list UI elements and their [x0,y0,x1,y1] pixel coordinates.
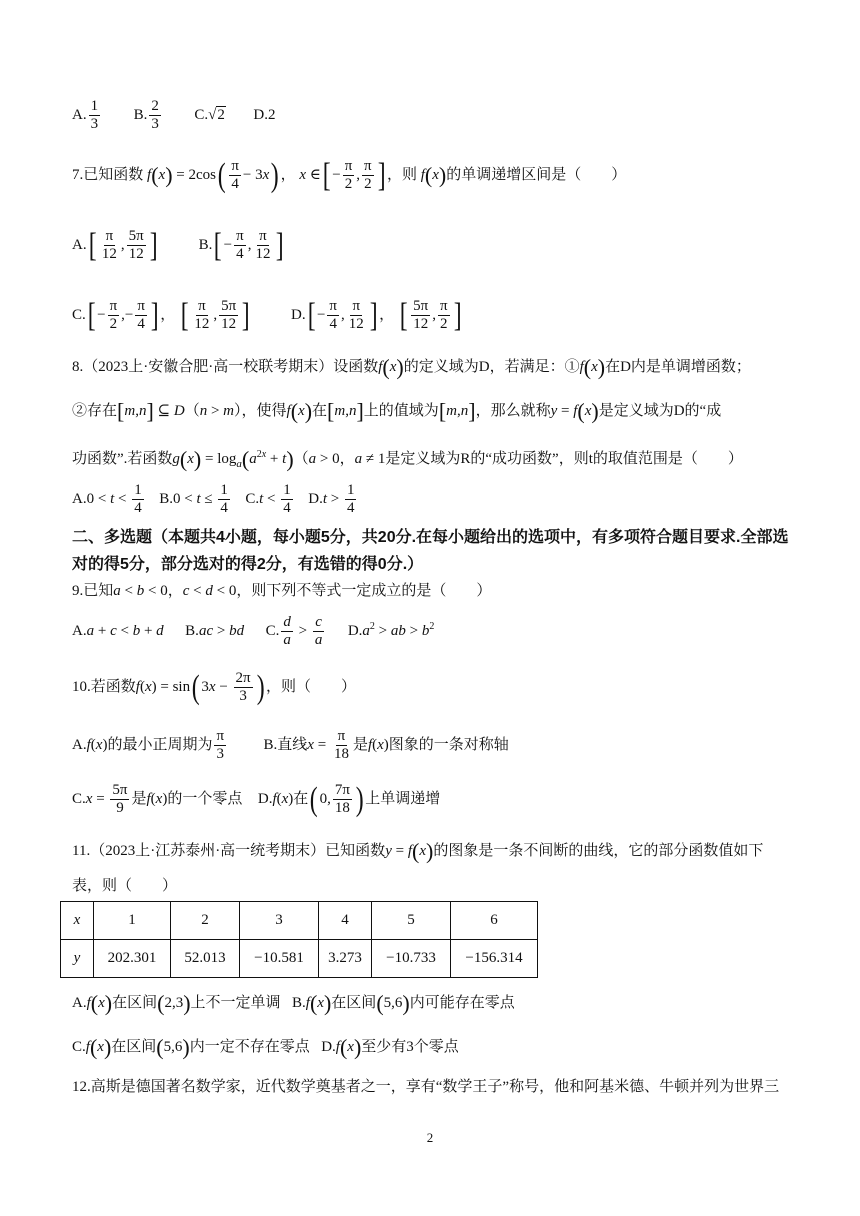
q7-mid: ， [280,166,296,183]
q8-line-2: ②存在[m,n] ⊆ D（n > m），使得f(x)在[m,n]上的值域为[m,n]，那么就称y = f(x)是定义域为D的“成 [72,398,722,424]
q8-text-1c: 在D内是单调增函数； [605,359,751,375]
q7-option-c-label: C. [72,306,86,323]
page-number: 2 [426,1130,434,1145]
q11-c-text: 在区间 [111,1039,157,1055]
table-row-y [61,940,538,978]
q8-text-3d: 是定义域为R的“成功函数”，则t的取值范围是（ ） [385,451,743,467]
table-header-y: y [61,940,94,978]
table-cell: 5 [372,902,451,940]
q10-option-c-label: C. [72,790,86,807]
q8-options: A.0 < t < $\frac{1}{4}$ B.0 < t ≤ $\frac{1}{4}$ C.t < $\frac{1}{4}$ D.t > $\frac{1}{4}$ [72,482,355,516]
q7-option-b-label: B. [198,236,213,253]
q8-text-2c: ），使得 [234,403,287,419]
q9-option-c-label: C. [265,622,280,639]
q11-line-2 [72,875,177,897]
q11-a-tail: 上不一定单调 [190,995,281,1011]
q10-a-text: 的最小正周期为 [107,736,213,753]
q9-option-d-label: D. [347,622,363,639]
table-cell: 1 [94,902,171,940]
q11-option-d-label: D. [321,1039,336,1055]
q10-options-cd: C.x = $\frac{5\pi}{9}$ 是f(x)的一个零点 D.f(x)在( 0, $\frac{7\pi}{18}$ ) 上单调递增 [72,780,441,818]
table-cell: 2 [171,902,240,940]
q7-stem: 7.已知函数 f(x) = 2cos( $\frac{\pi}{4}$ − 3x) ， x ∈[ − $\frac{\pi}{2}$ , $\frac{\pi}{2}$ ] ，则 f(x)的单调递增区间是（ ） [72,156,627,194]
q8-text-2f: ，那么就称 [475,403,551,419]
table-cell: 4 [319,902,372,940]
q9-suffix: ，则下列不等式一定成立的是（ ） [236,583,492,599]
q11-text-2: 表，则（ ） [72,878,178,894]
q8-text-2d: 在 [312,403,328,419]
q10-options-ab: A.f(x)的最小正周期为 $\frac{\pi}{3}$ B.直线x = $\frac{\pi}{18}$ 是f(x)图象的一条对称轴 [72,728,509,762]
q6-options [72,98,275,133]
q11-a-text: 在区间 [112,995,158,1011]
q9-stem: 9.已知a < b < 0，c < d < 0，则下列不等式一定成立的是（ ） [72,583,492,599]
q6-b-den: 3 [151,116,159,132]
q6-a-den: 3 [90,116,99,132]
q9-mid: ， [167,583,183,599]
q9-option-a-label: A. [72,622,87,639]
section-2-heading: 二、多选题（本题共4小题，每小题5分，共20分.在每小题给出的选项中，有多项符合题目要求.全部选对的得5分，部分选对的得2分，有选错的得0分.） [72,529,789,573]
q10-d-text: 在 [293,790,309,807]
q6-option-a-label: A. [72,106,87,123]
q7-sep: ， [160,306,176,323]
q6-option-b-label: B. [133,106,148,123]
q10-prefix: 10.若函数 [72,678,136,695]
q6-option-c-label: C. [194,106,209,123]
table-cell: −156.314 [451,940,538,978]
table-cell: −10.733 [372,940,451,978]
q8-text-2g: 是定义域为D的“成 [598,403,722,419]
q8-text-3c: ， [339,451,355,467]
table-row-x [61,902,538,940]
q11-options-ab: A.f(x)在区间(2,3)上不一定单调 B.f(x)在区间(5,6)内可能存在零点 [72,990,515,1016]
table-cell: 6 [451,902,538,940]
q8-text-3a: 功函数”.若函数 [72,451,173,467]
q6-option-d: D.2 [253,106,276,123]
q10-suffix: ，则（ ） [265,678,356,695]
q6-option-b-fraction [149,98,161,133]
table-cell: 52.013 [171,940,240,978]
q10-b-text: 是 [352,736,368,753]
table-cell: −10.581 [240,940,319,978]
q8-text-1b: 的定义域为D，若满足：① [403,359,580,375]
q8-line-1: 8.（2023上·安徽合肥·高一校联考期末）设函数f(x)的定义域为D，若满足：①f(x)在D内是单调增函数； [72,354,751,380]
q11-text-1b: 的图象是一条不间断的曲线，它的部分函数值如下 [433,843,764,859]
q7-option-d-label: D. [291,306,306,323]
q8-line-3: 功函数”.若函数$g(x) = \log_a(a^{2x} + t)(a > 0$，a ≠ 1是定义域为R的“成功函数”，则t的取值范围是（ ） [72,446,743,472]
q8-option-d-label: D. [308,490,323,507]
q8-text-2a: ②存在 [72,403,118,419]
q7-prefix: 7.已知函数 [72,166,144,183]
q12-stem: 12.高斯是德国著名数学家，近代数学奠基者之一，享有“数学王子”称号，他和阿基米德、牛顿并列为世界三 [72,1079,780,1095]
q6-b-num: 2 [151,98,159,114]
q8-text-3b: （ [293,451,309,467]
q10-c-text: 是 [131,790,147,807]
table-cell: 3.273 [319,940,372,978]
q11-options-cd: C.f(x)在区间(5,6)内一定不存在零点 D.f(x)至少有3个零点 [72,1034,459,1060]
q11-text-1a: 11.（2023上·江苏泰州·高一统考期末）已知函数 [72,843,386,859]
q7-tail: 的单调递增区间是（ ） [446,166,627,183]
q8-text-1a: 8.（2023上·安徽合肥·高一校联考期末）设函数 [72,359,379,375]
table-header-x: x [61,902,94,940]
q10-option-d-label: D. [257,790,273,807]
q9-prefix: 9.已知 [72,583,114,599]
q8-text-2b: （ [184,403,200,419]
q9-option-b-label: B. [185,622,199,639]
q11-option-a-label: A. [72,995,87,1011]
q8-option-b-label: B. [159,490,173,507]
q11-option-c-label: C. [72,1039,86,1055]
q11-value-table [60,901,538,978]
q9-options: A.a + c < b + d B.ac > bd C. $\frac{d}{a}$ > $\frac{c}{a}$ $D.a^2$ > ab > $b^2$ [72,614,435,648]
q8-option-a-label: A. [72,490,87,507]
q7-sep-2: ， [379,306,395,323]
q11-b-text: 在区间 [331,995,377,1011]
q10-option-b-label: B.直线 [263,736,308,753]
q11-line-1: 11.（2023上·江苏泰州·高一统考期末）已知函数y = f(x)的图象是一条不间断的曲线，它的部分函数值如下 [72,838,764,864]
q8-text-2e: 上的值域为 [363,403,439,419]
q11-option-b-label: B. [292,995,306,1011]
q8-option-c-label: C. [245,490,260,507]
q10-option-a-label: A. [72,736,87,753]
table-cell: 202.301 [94,940,171,978]
q7-options-ab: A.[ $\frac{\pi}{12}$ , $\frac{5\pi}{12}$ ] B.[ − $\frac{\pi}{4}$ , $\frac{\pi}{12}$ ] [72,226,285,264]
q11-c-tail: 内一定不存在零点 [189,1039,310,1055]
q10-b-tail: 图象的一条对称轴 [388,736,509,753]
q11-d-text: 至少有3个零点 [361,1039,459,1055]
q6-option-a-fraction [89,98,101,133]
q6-c-value: 2 [217,106,225,123]
table-cell: 3 [240,902,319,940]
q10-c-tail: 的一个零点 [167,790,243,807]
q7-options-cd: C.[ − $\frac{\pi}{2}$ ,− $\frac{\pi}{4}$ ] ， [ $\frac{\pi}{12}$ , $\frac{5\pi}{12}$ ] D.[ − $\frac{\pi}{4}$ , $\frac{\pi}{12}$ ] ， [ $\frac{5\pi}{12}$ , $\frac{\pi}{2}$ ] [72,296,462,334]
q10-d-tail: 上单调递增 [365,790,441,807]
q7-suffix: ，则 [386,166,417,183]
q11-b-tail: 内可能存在零点 [409,995,515,1011]
sqrt-symbol: √ [208,106,217,123]
q10-stem: 10.若函数f(x) = sin( 3x − $\frac{2\pi}{3}$ ) ，则（ ） [72,668,356,706]
q7-option-a-label: A. [72,236,87,253]
q6-a-num: 1 [90,98,99,114]
